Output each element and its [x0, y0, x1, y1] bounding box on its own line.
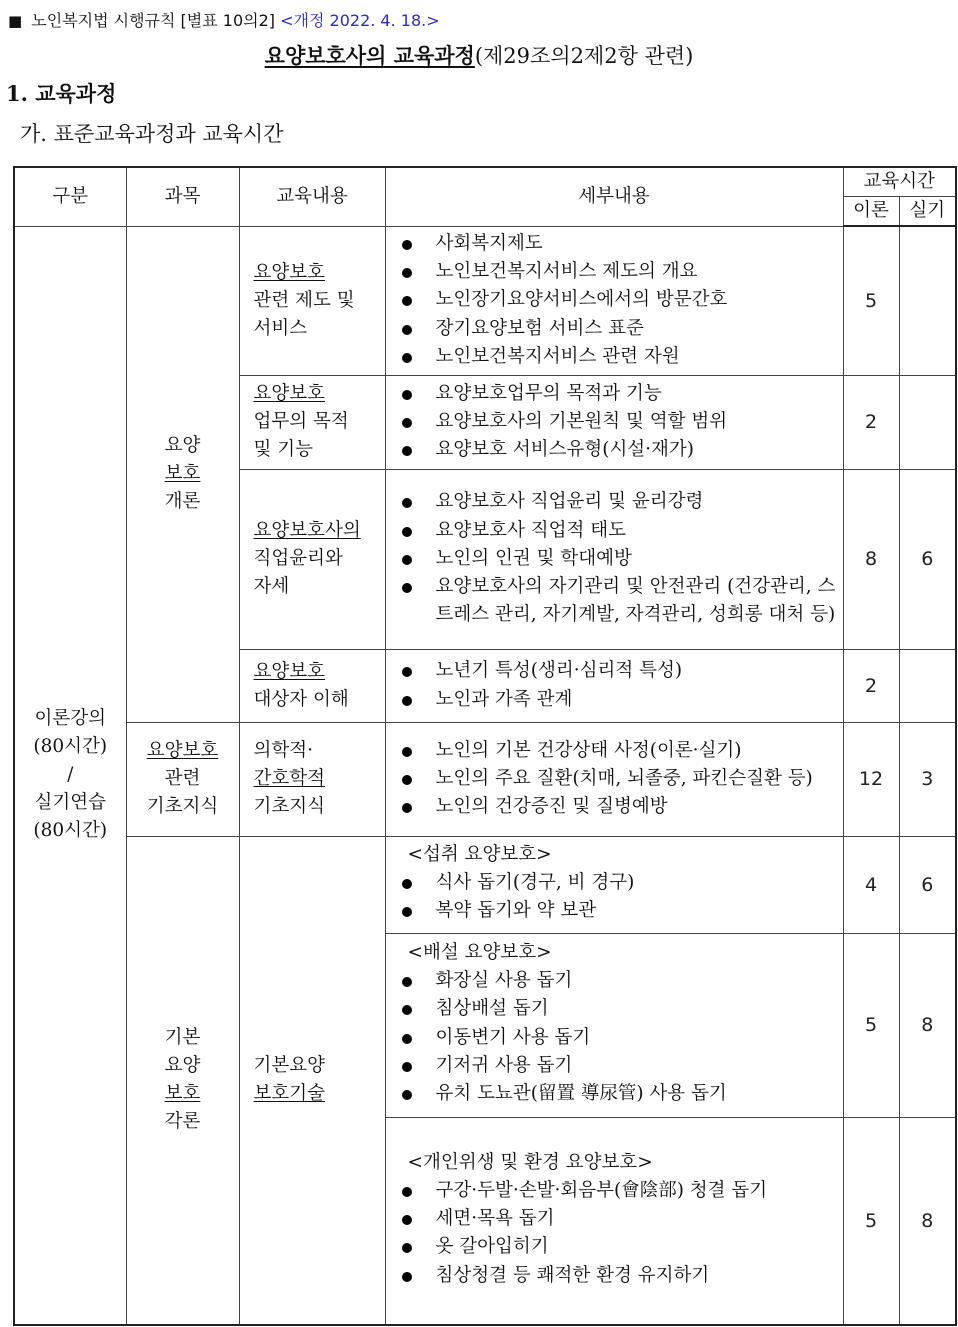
content-cell: 요양보호 업무의 목적 및 기능 [239, 375, 385, 469]
details-cell [385, 469, 843, 649]
content-cell: 요양보호 대상자 이해 [239, 649, 385, 722]
practice-hours: 6 [899, 469, 956, 649]
details-cell [385, 722, 843, 836]
theory-hours: 8 [843, 469, 899, 649]
practice-hours [899, 226, 956, 375]
theory-hours: 5 [843, 1117, 899, 1325]
content-cell: 요양보호 관련 제도 및 서비스 [239, 226, 385, 375]
header-hours: 교육시간 [843, 167, 956, 197]
theory-hours: 2 [843, 375, 899, 469]
details-category: <개인위생 및 환경 요양보호> [407, 1151, 653, 1173]
list-item: 세면·목욕 돕기 [402, 1205, 843, 1233]
practice-hours [899, 375, 956, 469]
list-item: 요양보호업무의 목적과 기능 [402, 380, 843, 408]
list-item: 요양보호사 직업적 태도 [402, 517, 843, 545]
table-row [14, 226, 956, 375]
practice-hours [899, 649, 956, 722]
details-category: <섭취 요양보호> [407, 843, 552, 865]
theory-hours: 4 [843, 836, 899, 933]
category-cell: 이론강의 (80시간) / 실기연습 (80시간) [14, 226, 126, 1325]
practice-hours: 6 [899, 836, 956, 933]
list-item: 노인의 건강증진 및 질병예방 [402, 793, 843, 821]
header-content: 교육내용 [239, 167, 385, 226]
list-item: 화장실 사용 돕기 [402, 967, 843, 995]
list-item: 구강·두발·손발·회음부(會陰部) 청결 돕기 [402, 1177, 843, 1205]
list-item: 유치 도뇨관(留置 導尿管) 사용 돕기 [402, 1080, 843, 1108]
list-item: 요양보호사의 자기관리 및 안전관리 (건강관리, 스트레스 관리, 자기계발, 자격관리, 성희롱 대처 등) [402, 573, 843, 630]
list-item: 노인보건복지서비스 제도의 개요 [402, 258, 843, 286]
curriculum-table [13, 166, 957, 1326]
practice-hours: 8 [899, 1117, 956, 1325]
subject-cell: 기본 요양 보호 각론 [126, 836, 239, 1325]
details-cell [385, 836, 843, 933]
list-item: 노인의 주요 질환(치매, 뇌졸중, 파킨슨질환 등) [402, 765, 843, 793]
details-cell [385, 226, 843, 375]
subsection-heading: 가. 표준교육과정과 교육시간 [20, 122, 284, 146]
table-row [14, 836, 956, 933]
content-cell: 의학적· 간호학적 기초지식 [239, 722, 385, 836]
details-cell [385, 649, 843, 722]
theory-hours: 12 [843, 722, 899, 836]
list-item: 노인의 기본 건강상태 사정(이론·실기) [402, 737, 843, 765]
law-reference: 노인복지법 시행규칙 [별표 10의2] [31, 11, 276, 30]
details-category: <배설 요양보호> [407, 941, 552, 963]
list-item: 옷 갈아입히기 [402, 1233, 843, 1261]
header-category: 구분 [14, 167, 126, 226]
subject-cell: 요양보호 관련 기초지식 [126, 722, 239, 836]
subject-cell: 요양 보호 개론 [126, 226, 239, 722]
square-bullet: ■ [8, 12, 23, 30]
header-subject: 과목 [126, 167, 239, 226]
revision-date: <개정 2022. 4. 18.> [280, 11, 440, 30]
list-item: 요양보호 서비스유형(시설·재가) [402, 436, 843, 464]
practice-hours: 8 [899, 933, 956, 1117]
list-item: 기저귀 사용 돕기 [402, 1052, 843, 1080]
title-reference: (제29조의2제2항 관련) [474, 44, 694, 68]
title-main: 요양보호사의 교육과정 [264, 43, 475, 68]
list-item: 노인의 인권 및 학대예방 [402, 545, 843, 573]
page-title [0, 40, 958, 70]
list-item: 장기요양보험 서비스 표준 [402, 315, 843, 343]
list-item: 식사 돕기(경구, 비 경구) [402, 869, 843, 897]
theory-hours: 5 [843, 226, 899, 375]
content-cell: 기본요양 보호기술 [239, 836, 385, 1325]
header-practice: 실기 [899, 197, 956, 227]
theory-hours: 5 [843, 933, 899, 1117]
details-cell [385, 933, 843, 1117]
list-item: 노인장기요양서비스에서의 방문간호 [402, 286, 843, 314]
document-header [8, 8, 440, 31]
list-item: 노인과 가족 관계 [402, 686, 843, 714]
list-item: 요양보호사의 기본원칙 및 역할 범위 [402, 408, 843, 436]
list-item: 요양보호사 직업윤리 및 윤리강령 [402, 488, 843, 516]
header-details: 세부내용 [385, 167, 843, 226]
header-theory: 이론 [843, 197, 899, 227]
list-item: 사회복지제도 [402, 230, 843, 258]
list-item: 노인보건복지서비스 관련 자원 [402, 343, 843, 371]
list-item: 이동변기 사용 돕기 [402, 1024, 843, 1052]
theory-hours: 2 [843, 649, 899, 722]
list-item: 침상배설 돕기 [402, 995, 843, 1023]
list-item: 침상청결 등 쾌적한 환경 유지하기 [402, 1262, 843, 1290]
details-cell [385, 375, 843, 469]
list-item: 노년기 특성(생리·심리적 특성) [402, 657, 843, 685]
table-row [14, 722, 956, 836]
practice-hours: 3 [899, 722, 956, 836]
list-item: 복약 돕기와 약 보관 [402, 897, 843, 925]
section-heading: 1. 교육과정 [6, 81, 117, 106]
details-cell [385, 1117, 843, 1325]
content-cell: 요양보호사의 직업윤리와 자세 [239, 469, 385, 649]
